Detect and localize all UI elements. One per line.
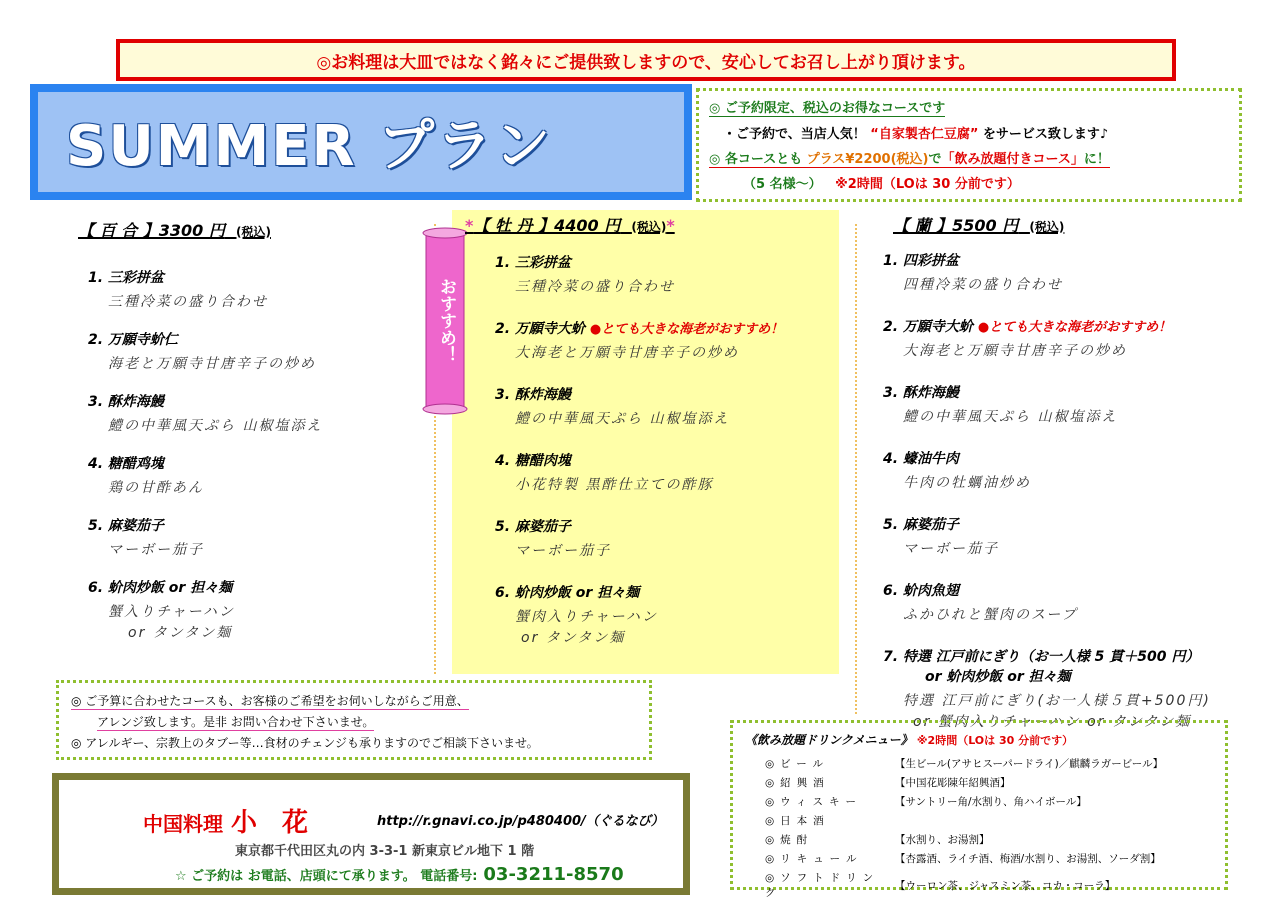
drink-detail: 【杏露酒、ライチ酒、梅酒/水割り、お湯割、ソーダ割】 xyxy=(895,853,1161,865)
menu-item-desc: 蟹入りチャーハン xyxy=(108,604,235,620)
star-icon: * xyxy=(666,216,675,235)
menu-item xyxy=(465,252,845,296)
drink-name: ◎ビール xyxy=(765,758,830,770)
menu-item xyxy=(465,450,845,494)
menu-item xyxy=(78,515,418,559)
top-banner xyxy=(116,39,1176,81)
menu-item-name: 3. 酥炸海鰻 xyxy=(883,385,959,401)
drink-detail xyxy=(883,811,1163,830)
menu-item-desc: 鱧の中華風天ぷら 山椒塩添え xyxy=(515,411,730,427)
shop-url[interactable]: http://r.gnavi.co.jp/p480400/（ぐるなび） xyxy=(377,814,664,829)
menu-item-sub: or タンタン麺 xyxy=(521,630,626,646)
menu-item-desc: マーボー茄子 xyxy=(903,541,999,557)
course-title xyxy=(873,213,1273,236)
menu-item-desc: マーボー茄子 xyxy=(108,542,204,558)
title-panel xyxy=(30,84,692,200)
promo-line-3-mid: で xyxy=(928,152,942,167)
page-title: SUMMER プラン xyxy=(66,114,553,179)
menu-item xyxy=(78,329,418,373)
promo-line-2-highlight: “自家製杏仁豆腐” xyxy=(870,127,979,142)
course-yuri xyxy=(78,218,418,642)
promo-line-4 xyxy=(709,173,1229,192)
menu-item-name: 4. 蠔油牛肉 xyxy=(883,451,959,467)
menu-item-name: 6. 蚧肉炒飯 or 担々麺 xyxy=(88,580,233,596)
drink-detail: 【水割り、お湯割】 xyxy=(895,834,990,846)
drink-menu xyxy=(730,720,1228,899)
menu-item-desc: 海老と万願寺甘唐辛子の炒め xyxy=(108,356,316,372)
menu-item-name: 5. 麻婆茄子 xyxy=(88,518,164,534)
course-tax: (税込) xyxy=(235,225,271,239)
promo-line-3 xyxy=(709,148,1110,168)
menu-item-name: 4. 糖醋肉塊 xyxy=(495,453,571,469)
menu-item-desc: 蟹肉入りチャーハン xyxy=(515,609,658,625)
drink-name: ◎ソフトドリンク xyxy=(765,872,880,899)
shop-name xyxy=(143,802,316,839)
menu-item-desc: 特選 江戸前にぎり(お一人様５貫+500円) xyxy=(903,693,1211,709)
menu-item xyxy=(873,514,1273,558)
menu-item-desc: 鱧の中華風天ぷら 山椒塩添え xyxy=(108,418,323,434)
drink-row xyxy=(765,868,1163,902)
shop-address: 東京都千代田区丸の内 3-3-1 新東京ビル地下 1 階 xyxy=(235,844,535,859)
recommend-scroll xyxy=(420,227,470,407)
menu-item-desc: マーボー茄子 xyxy=(515,543,611,559)
course-title xyxy=(78,218,418,241)
drink-row xyxy=(765,811,1163,830)
menu-item xyxy=(873,448,1273,492)
menu-item xyxy=(465,384,845,428)
course-title-text: 【 蘭 】5500 円 xyxy=(893,216,1019,235)
menu-item-desc: ふかひれと蟹肉のスープ xyxy=(903,607,1078,623)
menu-item-name-alt: or 蚧肉炒飯 or 担々麺 xyxy=(925,669,1071,685)
menu-item-sub: or タンタン麺 xyxy=(128,625,233,641)
drink-detail: 【生ビール(アサヒスーパードライ)／麒麟ラガービール】 xyxy=(895,758,1164,770)
menu-item xyxy=(465,516,845,560)
menu-item-name xyxy=(873,316,1273,336)
drink-heading-note: ※2時間（LOは 30 分前です） xyxy=(916,734,1074,747)
drink-menu-heading xyxy=(745,731,1213,748)
promo-box xyxy=(696,88,1242,202)
promo-course-name: 「飲み放題付きコース」 xyxy=(941,152,1084,167)
drink-row xyxy=(765,849,1163,868)
menu-item-desc: 三種冷菜の盛り合わせ xyxy=(515,279,675,295)
menu-item xyxy=(78,267,418,311)
menu-item xyxy=(78,453,418,497)
course-botan xyxy=(465,213,845,647)
menu-item xyxy=(465,582,845,647)
menu-item-desc: 鶏の甘酢あん xyxy=(108,480,204,496)
star-icon: * xyxy=(465,216,474,235)
course-tax: (税込) xyxy=(1029,220,1065,234)
promo-line-1: ◎ ご予約限定、税込のお得なコースです xyxy=(709,97,945,117)
notes-line-3: ◎ アレルギー、宗教上のタブー等…食材のチェンジも承りますのでご相談下さいませ。 xyxy=(71,736,539,750)
drink-name: ◎ウィスキー xyxy=(765,796,863,808)
menu-item-note: ●とても大きな海老がおすすめ！ xyxy=(589,322,784,337)
menu-item-name: 5. 麻婆茄子 xyxy=(883,517,959,533)
phone-number[interactable]: 03-3211-8570 xyxy=(483,864,624,885)
menu-item-name: 6. 蚧肉魚翅 xyxy=(883,583,959,599)
menu-item-note-text: とても大きな海老がおすすめ！ xyxy=(989,320,1172,335)
menu-item-name: 3. 酥炸海鰻 xyxy=(495,387,571,403)
course-title-text: 【 百 合 】3300 円 xyxy=(78,221,225,240)
menu-item-name: 4. 糖醋鸡塊 xyxy=(88,456,164,472)
shop-info xyxy=(52,773,690,895)
drink-row xyxy=(765,792,1163,811)
drink-heading-text: 《飲み放題ドリンクメニュー》 xyxy=(745,733,913,747)
promo-time-note: ※2時間（LOは 30 分前です） xyxy=(835,177,1020,192)
menu-item xyxy=(873,316,1273,360)
menu-item-desc: 大海老と万願寺甘唐辛子の炒め xyxy=(515,345,739,361)
reserve-text: ☆ ご予約は お電話、店頭にて承ります。 電話番号: xyxy=(175,869,478,884)
promo-line-2-post: をサービス致します♪ xyxy=(982,127,1109,142)
menu-item-name: 1. 三彩拼盆 xyxy=(88,270,164,286)
menu-item xyxy=(78,577,418,642)
menu-item xyxy=(465,318,845,362)
recommend-label: おすすめ！ xyxy=(436,277,456,363)
menu-item-name-text: 2. 万願寺大蚧 xyxy=(495,321,585,337)
menu-item-sub: or 蟹肉入りチャーハン or タンタン麺 xyxy=(913,714,1192,730)
course-ran xyxy=(873,213,1273,731)
course-title-text: 【 牡 丹 】4400 円 xyxy=(473,216,621,235)
promo-line-2 xyxy=(709,123,1229,142)
course-title xyxy=(465,213,845,236)
menu-item-desc: 四種冷菜の盛り合わせ xyxy=(903,277,1063,293)
drink-detail: 【ウーロン茶、ジャスミン茶、コカ・コーラ】 xyxy=(895,879,1116,892)
drink-detail: 【中国花彫陳年紹興酒】 xyxy=(895,777,1011,789)
menu-item xyxy=(78,391,418,435)
drink-name: ◎焼酎 xyxy=(765,834,814,846)
shop-reserve xyxy=(175,864,624,885)
menu-item-name: 1. 四彩拼盆 xyxy=(883,253,959,269)
menu-item xyxy=(873,580,1273,624)
menu-item-name: 2. 万願寺蚧仁 xyxy=(88,332,178,348)
menu-item-note-text: とても大きな海老がおすすめ！ xyxy=(601,322,784,337)
menu-item-name: 5. 麻婆茄子 xyxy=(495,519,571,535)
promo-line-3-post: に！ xyxy=(1083,152,1110,167)
drink-row xyxy=(765,830,1163,849)
menu-item xyxy=(873,646,1273,731)
menu-item-desc: 鱧の中華風天ぷら 山椒塩添え xyxy=(903,409,1118,425)
menu-item-desc: 大海老と万願寺甘唐辛子の炒め xyxy=(903,343,1127,359)
drink-detail: 【サントリー角/水割り、角ハイボール】 xyxy=(895,796,1087,808)
menu-item xyxy=(873,382,1273,426)
drink-name: ◎日本酒 xyxy=(765,815,830,827)
shop-name-pre: 中国料理 xyxy=(143,812,223,836)
drink-name: ◎リキュール xyxy=(765,853,863,865)
menu-item-name: 3. 酥炸海鰻 xyxy=(88,394,164,410)
promo-min-people: （5 名様～） xyxy=(743,177,822,192)
menu-item-note: ●とても大きな海老がおすすめ！ xyxy=(977,320,1172,335)
menu-item-desc: 三種冷菜の盛り合わせ xyxy=(108,294,268,310)
drink-name: ◎紹興酒 xyxy=(765,777,830,789)
drink-row xyxy=(765,773,1163,792)
promo-line-2-pre: ・ご予約で、当店人気！ xyxy=(723,127,866,142)
drink-list xyxy=(765,754,1163,902)
notes-line-2: アレンジ致します。是非 お問い合わせ下さいませ。 xyxy=(97,715,375,729)
banner-text: ◎お料理は大皿ではなく銘々にご提供致しますので、安心してお召し上がり頂けます。 xyxy=(316,52,976,73)
notes-box xyxy=(56,680,652,760)
drink-row xyxy=(765,754,1163,773)
promo-price: プラス¥2200(税込) xyxy=(806,152,929,167)
promo-line-3-pre: ◎ 各コースとも xyxy=(709,152,807,167)
menu-item-desc: 小花特製 黒酢仕立ての酢豚 xyxy=(515,477,714,493)
notes-line-1: ◎ ご予算に合わせたコースも、お客様のご希望をお伺いしながらご用意、 xyxy=(71,694,469,708)
menu-item-name-text: 2. 万願寺大蚧 xyxy=(883,319,973,335)
divider-right xyxy=(855,224,857,714)
course-tax: (税込) xyxy=(631,220,667,234)
menu-item-name: 7. 特選 江戸前にぎり（お一人様 5 貫＋500 円） xyxy=(883,649,1200,665)
menu-item-name: 6. 蚧肉炒飯 or 担々麺 xyxy=(495,585,640,601)
menu-item xyxy=(873,250,1273,294)
menu-item-desc: 牛肉の牡蠣油炒め xyxy=(903,475,1031,491)
menu-item-name xyxy=(485,318,845,338)
shop-name-main: 小 花 xyxy=(231,808,317,838)
menu-item-name: 1. 三彩拼盆 xyxy=(495,255,571,271)
